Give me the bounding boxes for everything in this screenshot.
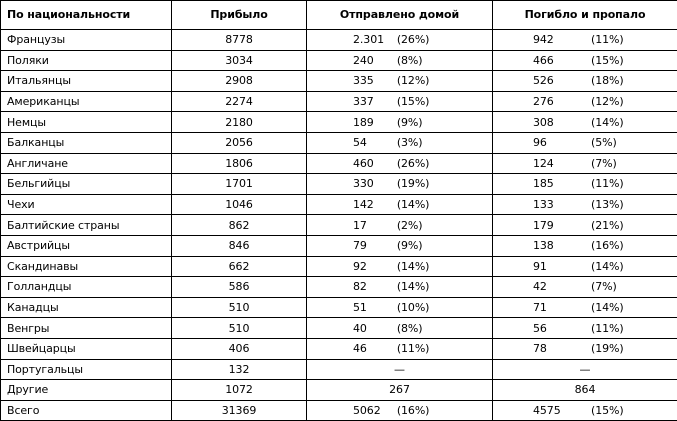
row-died-cell (493, 400, 677, 421)
row-sent-cell (307, 318, 493, 339)
row-sent: 46 (307, 339, 397, 358)
row-died: — (493, 359, 677, 380)
row-sent-pct: (14%) (397, 277, 492, 296)
row-arrived: 3034 (172, 50, 307, 71)
row-name: Венгры (1, 318, 172, 339)
row-died: 42 (493, 277, 573, 296)
table-row (1, 132, 677, 153)
row-arrived: 1046 (172, 194, 307, 215)
row-sent: 79 (307, 236, 397, 255)
row-sent-cell (307, 400, 493, 421)
row-died-cell (493, 112, 677, 133)
row-died-pct: (12%) (591, 92, 677, 111)
row-arrived: 1072 (172, 380, 307, 401)
row-died-cell (493, 174, 677, 195)
row-sent-pct: (3%) (397, 133, 492, 152)
table-row (1, 297, 677, 318)
table-row (1, 153, 677, 174)
row-died-pct: (15%) (591, 401, 677, 420)
row-sent: 51 (307, 298, 397, 317)
row-arrived: 662 (172, 256, 307, 277)
row-sent-pct: (15%) (397, 92, 492, 111)
row-sent: 17 (307, 216, 397, 235)
row-sent-cell (307, 235, 493, 256)
row-died-pct: (16%) (591, 236, 677, 255)
row-died-cell (493, 318, 677, 339)
table-body (1, 30, 677, 421)
row-name: Португальцы (1, 359, 172, 380)
row-arrived: 586 (172, 277, 307, 298)
row-sent-cell (307, 50, 493, 71)
row-died-cell (493, 235, 677, 256)
row-sent: 92 (307, 257, 397, 276)
row-sent-pct: (16%) (397, 401, 492, 420)
row-arrived: 1701 (172, 174, 307, 195)
row-sent: 40 (307, 319, 397, 338)
row-name: Скандинавы (1, 256, 172, 277)
row-name: Швейцарцы (1, 338, 172, 359)
row-died: 124 (493, 154, 573, 173)
row-arrived: 510 (172, 318, 307, 339)
table-row (1, 174, 677, 195)
table-row (1, 50, 677, 71)
row-name: Англичане (1, 153, 172, 174)
row-sent-pct: (26%) (397, 154, 492, 173)
row-sent-pct: (9%) (397, 236, 492, 255)
row-sent-cell (307, 215, 493, 236)
row-arrived: 8778 (172, 30, 307, 51)
row-sent: 267 (307, 380, 493, 401)
row-died-cell (493, 297, 677, 318)
row-sent: — (307, 359, 493, 380)
row-name: Другие (1, 380, 172, 401)
row-died-cell (493, 277, 677, 298)
row-sent-cell (307, 297, 493, 318)
row-name: Австрийцы (1, 235, 172, 256)
row-died-cell (493, 132, 677, 153)
row-died-pct: (11%) (591, 174, 677, 193)
row-died-pct: (7%) (591, 154, 677, 173)
row-sent-pct: (10%) (397, 298, 492, 317)
row-sent: 460 (307, 154, 397, 173)
table-row (1, 30, 677, 51)
row-died-cell (493, 91, 677, 112)
row-arrived: 2274 (172, 91, 307, 112)
row-arrived: 510 (172, 297, 307, 318)
row-died: 942 (493, 30, 573, 49)
row-sent-cell (307, 194, 493, 215)
row-name: Канадцы (1, 297, 172, 318)
row-sent: 82 (307, 277, 397, 296)
row-died: 308 (493, 113, 573, 132)
table-row (1, 318, 677, 339)
row-sent-pct: (12%) (397, 71, 492, 90)
row-sent-cell (307, 338, 493, 359)
row-died-cell (493, 30, 677, 51)
row-sent: 54 (307, 133, 397, 152)
row-sent-pct: (11%) (397, 339, 492, 358)
row-died: 96 (493, 133, 573, 152)
table-row (1, 277, 677, 298)
row-died-pct: (21%) (591, 216, 677, 235)
header-row (1, 1, 677, 30)
table-row (1, 215, 677, 236)
row-name: Балтийские страны (1, 215, 172, 236)
table-row-others (1, 380, 677, 401)
row-died-cell (493, 256, 677, 277)
row-died-pct: (18%) (591, 71, 677, 90)
row-died: 56 (493, 319, 573, 338)
header-arrived: Прибыло (172, 1, 307, 30)
row-arrived: 1806 (172, 153, 307, 174)
row-died-pct: (14%) (591, 113, 677, 132)
row-died: 4575 (493, 401, 573, 420)
header-sent-home: Отправлено домой (307, 1, 493, 30)
row-sent-cell (307, 153, 493, 174)
row-sent-pct: (8%) (397, 51, 492, 70)
row-sent-cell (307, 30, 493, 51)
row-died: 466 (493, 51, 573, 70)
header-nationality: По национальности (1, 1, 172, 30)
row-sent-cell (307, 277, 493, 298)
row-sent-pct: (26%) (397, 30, 492, 49)
row-died: 91 (493, 257, 573, 276)
row-died-pct: (15%) (591, 51, 677, 70)
row-sent: 5062 (307, 401, 397, 420)
table-row-total (1, 400, 677, 421)
row-name: Французы (1, 30, 172, 51)
table-row (1, 235, 677, 256)
row-name: Бельгийцы (1, 174, 172, 195)
row-arrived: 132 (172, 359, 307, 380)
row-sent-pct: (9%) (397, 113, 492, 132)
row-arrived: 862 (172, 215, 307, 236)
row-name: Итальянцы (1, 71, 172, 92)
row-sent-cell (307, 132, 493, 153)
row-name: Поляки (1, 50, 172, 71)
row-arrived: 2180 (172, 112, 307, 133)
row-died-pct: (5%) (591, 133, 677, 152)
row-died-pct: (11%) (591, 319, 677, 338)
table-row (1, 91, 677, 112)
table-row (1, 194, 677, 215)
table-row (1, 112, 677, 133)
table-row (1, 71, 677, 92)
row-died: 864 (493, 380, 677, 401)
row-died-cell (493, 50, 677, 71)
row-sent: 335 (307, 71, 397, 90)
row-sent-pct: (2%) (397, 216, 492, 235)
row-arrived: 406 (172, 338, 307, 359)
row-sent: 142 (307, 195, 397, 214)
row-sent-cell (307, 174, 493, 195)
row-sent-pct: (8%) (397, 319, 492, 338)
row-sent-cell (307, 71, 493, 92)
row-died-cell (493, 194, 677, 215)
row-died: 78 (493, 339, 573, 358)
row-arrived: 846 (172, 235, 307, 256)
row-died-cell (493, 153, 677, 174)
row-sent: 337 (307, 92, 397, 111)
row-arrived: 2056 (172, 132, 307, 153)
row-died: 71 (493, 298, 573, 317)
row-arrived: 2908 (172, 71, 307, 92)
row-died: 185 (493, 174, 573, 193)
row-died: 526 (493, 71, 573, 90)
row-name: Немцы (1, 112, 172, 133)
row-died-cell (493, 71, 677, 92)
row-sent: 189 (307, 113, 397, 132)
row-died-pct: (14%) (591, 298, 677, 317)
row-name: Балканцы (1, 132, 172, 153)
row-arrived: 31369 (172, 400, 307, 421)
row-sent: 2.301 (307, 30, 397, 49)
row-sent-pct: (14%) (397, 195, 492, 214)
row-died: 133 (493, 195, 573, 214)
table-row (1, 338, 677, 359)
table-row (1, 256, 677, 277)
row-sent-cell (307, 256, 493, 277)
row-died-pct: (19%) (591, 339, 677, 358)
header-died-missing: Погибло и пропало (493, 1, 677, 30)
row-sent-cell (307, 91, 493, 112)
row-died-pct: (14%) (591, 257, 677, 276)
row-died-cell (493, 338, 677, 359)
row-died: 276 (493, 92, 573, 111)
row-sent-pct: (14%) (397, 257, 492, 276)
row-died: 179 (493, 216, 573, 235)
row-sent-cell (307, 112, 493, 133)
row-sent: 240 (307, 51, 397, 70)
row-died-pct: (11%) (591, 30, 677, 49)
row-name: Чехи (1, 194, 172, 215)
row-name: Американцы (1, 91, 172, 112)
row-name: Голландцы (1, 277, 172, 298)
row-died-pct: (7%) (591, 277, 677, 296)
row-died-pct: (13%) (591, 195, 677, 214)
row-died: 138 (493, 236, 573, 255)
row-sent: 330 (307, 174, 397, 193)
table-row-portuguese (1, 359, 677, 380)
row-sent-pct: (19%) (397, 174, 492, 193)
row-died-cell (493, 215, 677, 236)
row-name: Всего (1, 400, 172, 421)
